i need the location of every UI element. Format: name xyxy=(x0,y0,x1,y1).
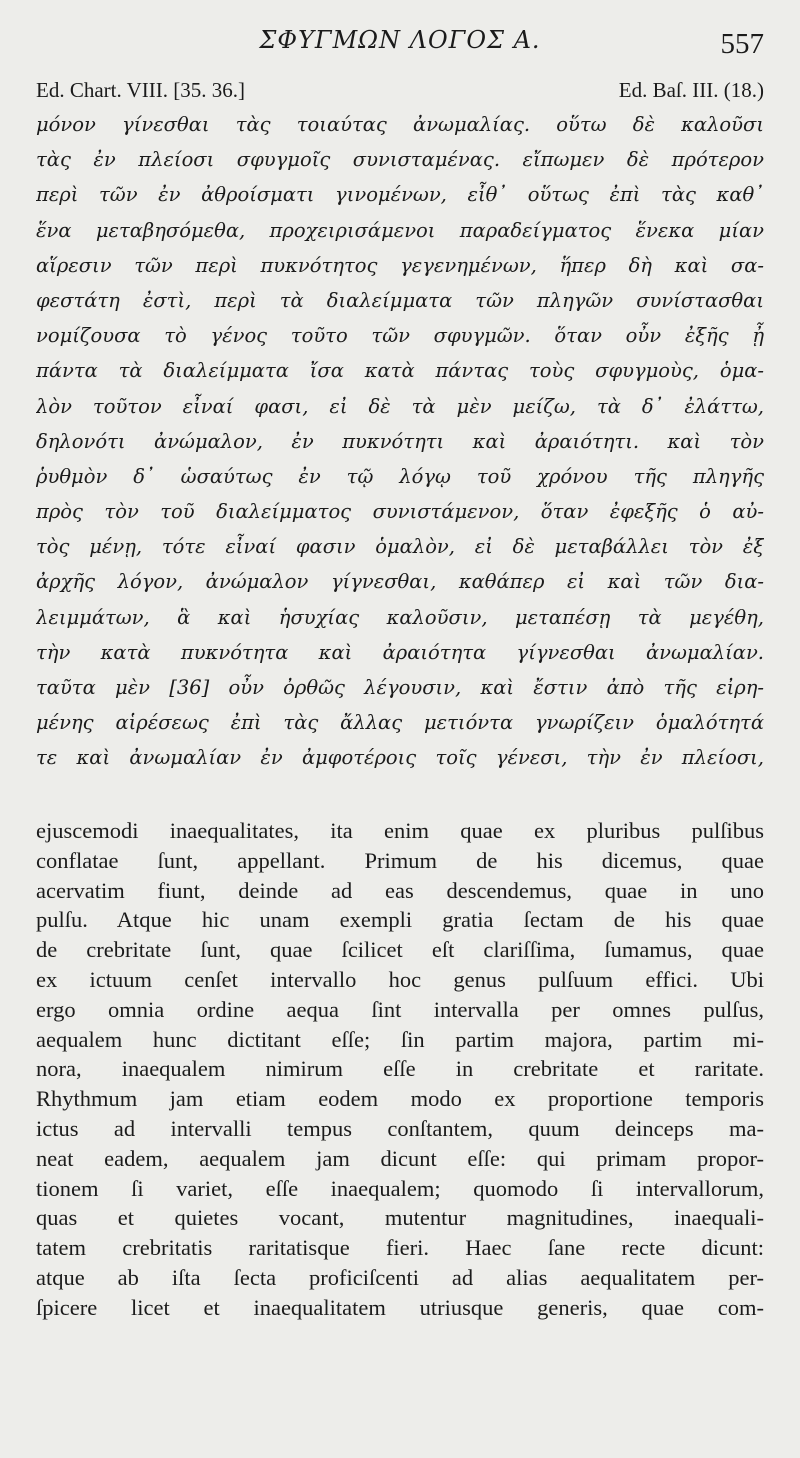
latin-text-line: conflatae ſunt, appellant. Primum de his dicemus, quae xyxy=(36,847,764,873)
edition-reference-chart: Ed. Chart. VIII. [35. 36.] xyxy=(36,78,245,102)
greek-text-block xyxy=(36,107,764,776)
greek-text-line: νομίζουσα τὸ γένος τοῦτο τῶν σφυγμῶν. ὅταν οὖν ἐξῆς ᾖ xyxy=(36,324,764,348)
latin-text-line: ſpicere licet et inaequalitatem utriusque generis, quae com- xyxy=(36,1294,764,1320)
latin-text-line: neat eadem, aequalem jam dicunt eſſe: qui primam propor- xyxy=(36,1145,764,1171)
greek-text-line: περὶ τῶν ἐν ἀθροίσματι γινομένων, εἶθ᾽ οὕτως ἐπὶ τὰς καθ᾽ xyxy=(36,183,764,207)
edition-reference-basel: Ed. Baſ. III. (18.) xyxy=(618,78,764,102)
latin-text-line: tatem crebritatis raritatisque fieri. Haec ſane recte dicunt: xyxy=(36,1235,764,1261)
latin-text-line: aequalem hunc dictitant eſſe; ſin partim majora, partim mi- xyxy=(36,1026,764,1052)
greek-text-line: τε καὶ ἀνωμαλίαν ἐν ἀμφοτέροις τοῖς γένεσι, τὴν ἐν πλείοσι, xyxy=(36,746,764,770)
greek-text-line: λειμμάτων, ἃ καὶ ἡσυχίας καλοῦσιν, μεταπέσῃ τὰ μεγέθη, xyxy=(36,605,764,629)
greek-text-line: τὸς μένῃ, τότε εἶναί φασιν ὁμαλὸν, εἰ δὲ μεταβάλλει τὸν ἐξ xyxy=(36,535,764,559)
latin-text-line: de crebritate ſunt, quae ſcilicet eſt clariſſima, ſumamus, quae xyxy=(36,937,764,963)
latin-text-line: pulſu. Atque hic unam exempli gratia ſectam de his quae xyxy=(36,907,764,933)
latin-text-line: acervatim fiunt, deinde ad eas descendemus, quae in uno xyxy=(36,877,764,903)
greek-text-line: φεστάτη ἐστὶ, περὶ τὰ διαλείμματα τῶν πληγῶν συνίστασθαι xyxy=(36,288,764,312)
greek-text-line: ταῦτα μὲν [36] οὖν ὀρθῶς λέγουσιν, καὶ ἔστιν ἀπὸ τῆς εἰρη- xyxy=(36,676,764,699)
greek-text-line: ῥυθμὸν δ᾽ ὡσαύτως ἐν τῷ λόγῳ τοῦ χρόνου τῆς πληγῆς xyxy=(36,464,764,488)
latin-text-line: tionem ſi variet, eſſe inaequalem; quomodo ſi intervallorum, xyxy=(36,1175,764,1201)
greek-text-line: μένης αἱρέσεως ἐπὶ τὰς ἄλλας μετιόντα γνωρίζειν ὁμαλότητά xyxy=(36,711,764,735)
greek-text-line: δηλονότι ἀνώμαλον, ἐν πυκνότητι καὶ ἀραιότητι. καὶ τὸν xyxy=(36,429,764,453)
greek-text-line: τὰς ἐν πλείοσι σφυγμοῖς συνισταμένας. εἴπωμεν δὲ πρότερον xyxy=(36,148,764,172)
greek-text-line: λὸν τοῦτον εἶναί φασι, εἰ δὲ τὰ μὲν μείζω, τὰ δ᾽ ἐλάττω, xyxy=(36,394,764,418)
latin-text-line: Rhythmum jam etiam eodem modo ex proportione temporis xyxy=(36,1086,764,1112)
latin-text-line: ictus ad intervalli tempus conſtantem, quum deinceps ma- xyxy=(36,1115,764,1141)
latin-text-line: ex ictuum cenſet intervallo hoc genus pulſuum effici. Ubi xyxy=(36,966,764,992)
latin-text-line: atque ab iſta ſecta proficiſcenti ad alias aequalitatem per- xyxy=(36,1264,764,1290)
latin-text-line: nora, inaequalem nimirum eſſe in crebritate et raritate. xyxy=(36,1056,764,1082)
greek-text-line: ἀρχῆς λόγον, ἀνώμαλον γίγνεσθαι, καθάπερ εἰ καὶ τῶν δια- xyxy=(36,570,764,594)
greek-text-line: πάντα τὰ διαλείμματα ἴσα κατὰ πάντας τοὺς σφυγμοὺς, ὁμα- xyxy=(36,359,764,383)
greek-text-line: τὴν κατὰ πυκνότητα καὶ ἀραιότητα γίγνεσθαι ἀνωμαλίαν. xyxy=(36,640,764,664)
greek-text-line: πρὸς τὸν τοῦ διαλείμματος συνιστάμενον, ὅταν ἐφεξῆς ὁ αὐ- xyxy=(36,500,764,524)
greek-text-line: αἵρεσιν τῶν περὶ πυκνότητος γεγενημένων, ἥπερ δὴ καὶ σα- xyxy=(36,253,764,277)
latin-text-line: ergo omnia ordine aequa ſint intervalla per omnes pulſus, xyxy=(36,996,764,1022)
running-title: ΣΦΥΓΜΩΝ ΛΟΓΟΣ Α. xyxy=(259,26,541,54)
greek-text-line: ἕνα μεταβησόμεθα, προχειρισάμενοι παραδείγματος ἕνεκα μίαν xyxy=(36,218,764,242)
greek-text-line: μόνον γίνεσθαι τὰς τοιαύτας ἀνωμαλίας. οὕτω δὲ καλοῦσι xyxy=(36,113,764,136)
latin-text-line: quas et quietes vocant, mutentur magnitudines, inaequali- xyxy=(36,1205,764,1231)
latin-text-line: ejuscemodi inaequalitates, ita enim quae ex pluribus pulſibus xyxy=(36,818,764,843)
page-number: 557 xyxy=(720,28,764,60)
latin-translation-block xyxy=(36,816,764,1323)
